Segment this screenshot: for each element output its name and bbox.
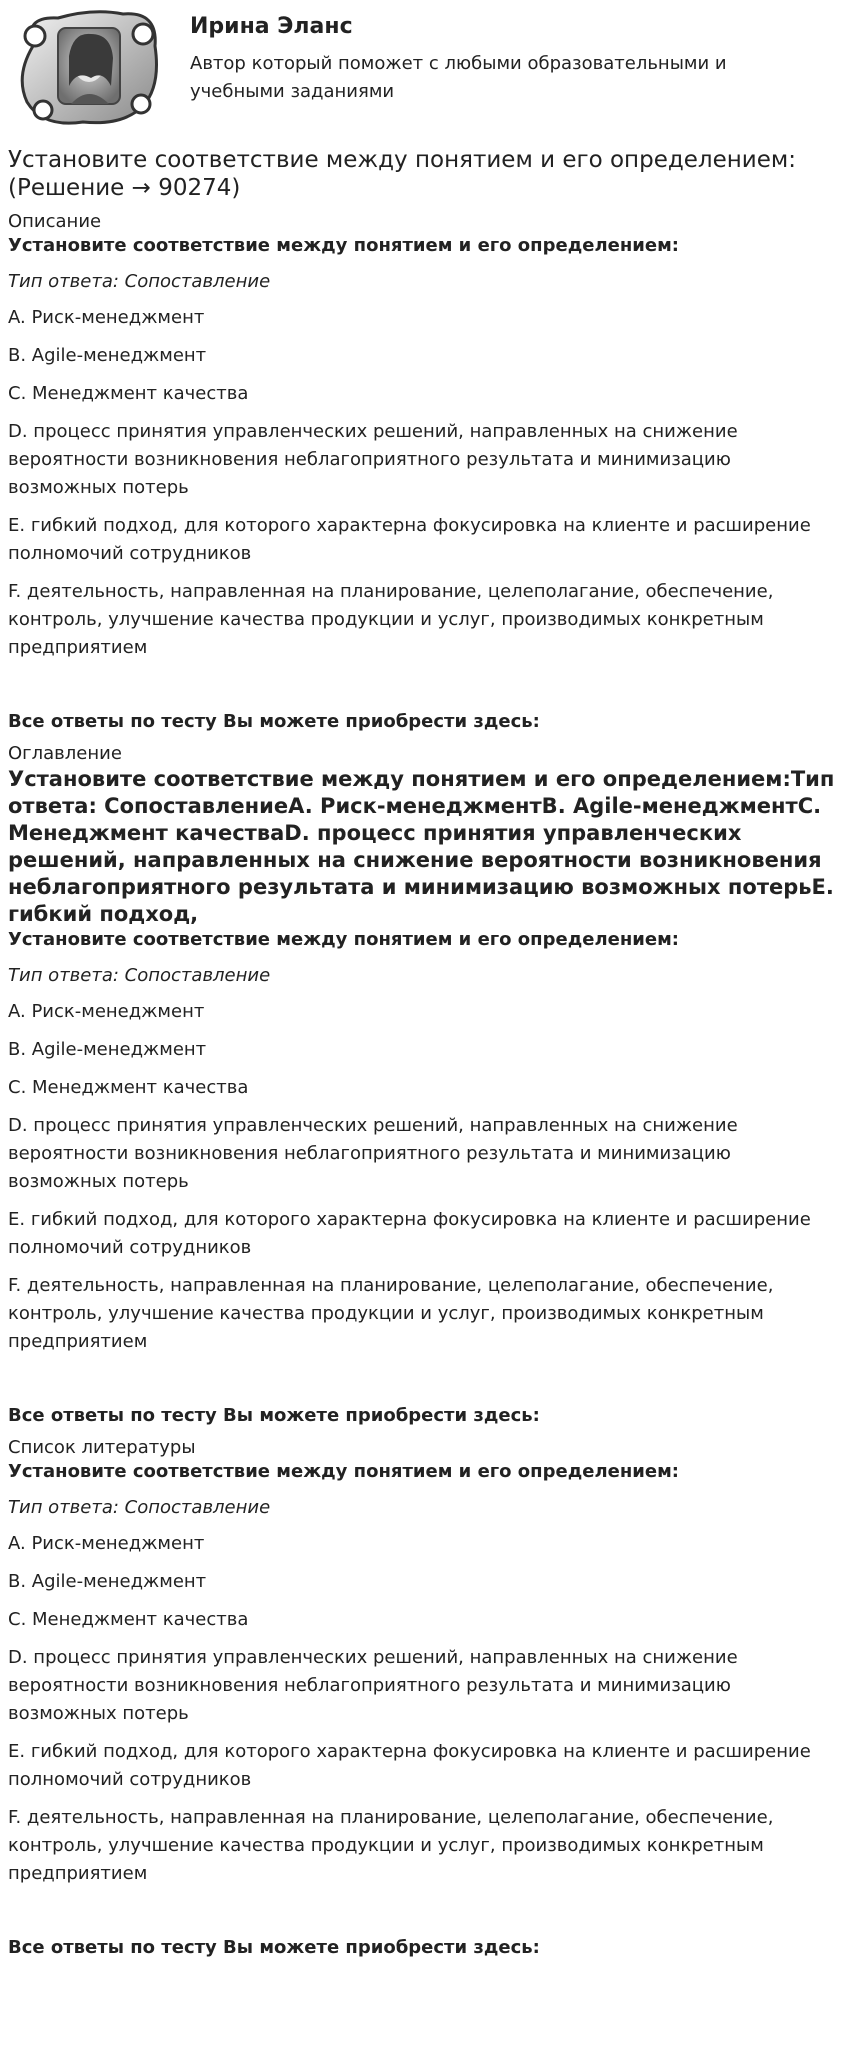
answer-type: Тип ответа: Сопоставление [8,271,271,292]
option-c: C. Менеджмент качества [8,1077,249,1098]
author-description: Автор который поможет с любыми образовательными и учебными заданиями [190,53,727,102]
buy-answers-text: Все ответы по тесту Вы можете приобрести здесь: [8,1405,540,1426]
question-heading: Установите соответствие между понятием и его определением: [8,235,680,256]
question-heading: Установите соответствие между понятием и его определением: [8,929,680,950]
option-f: F. деятельность, направленная на планирование, целеполагание, обеспечение, контроль, улучшение качества продукции и услуг, производимых конкретным предприятием [8,1275,774,1352]
answer-type: Тип ответа: Сопоставление [8,1497,271,1518]
option-d: D. процесс принятия управленческих решений, направленных на снижение вероятности возникновения неблагоприятного результата и минимизацию возможных потерь [8,1115,738,1192]
option-c: C. Менеджмент качества [8,383,249,404]
option-e: E. гибкий подход, для которого характерна фокусировка на клиенте и расширение полномочий сотрудников [8,1741,811,1790]
option-e: E. гибкий подход, для которого характерна фокусировка на клиенте и расширение полномочий сотрудников [8,1209,811,1258]
option-c: C. Менеджмент качества [8,1609,249,1630]
option-a: A. Риск-менеджмент [8,307,205,328]
toc-section [8,742,843,1428]
literature-label: Список литературы [8,1437,196,1458]
description-label: Описание [8,211,102,232]
option-d: D. процесс принятия управленческих решений, направленных на снижение вероятности возникновения неблагоприятного результата и минимизацию возможных потерь [8,1647,738,1724]
description-section [8,210,843,734]
toc-label: Оглавление [8,743,122,764]
option-d: D. процесс принятия управленческих решений, направленных на снижение вероятности возникновения неблагоприятного результата и минимизацию возможных потерь [8,421,738,498]
option-f: F. деятельность, направленная на планирование, целеполагание, обеспечение, контроль, улучшение качества продукции и услуг, производимых конкретным предприятием [8,1807,774,1884]
literature-section [8,1436,843,1960]
toc-text: Установите соответствие между понятием и его определением:Тип ответа: СопоставлениеA. Риск-менеджментB. Agile-менеджментC. Менеджмент качестваD. процесс принятия управленческих решений, направленных на снижение вероятности возникновения неблагоприятного результата и минимизацию возможных потерьE. гибкий подход, [8,767,835,926]
author-avatar [13,6,163,128]
option-a: A. Риск-менеджмент [8,1533,205,1554]
option-f: F. деятельность, направленная на планирование, целеполагание, обеспечение, контроль, улучшение качества продукции и услуг, производимых конкретным предприятием [8,581,774,658]
option-a: A. Риск-менеджмент [8,1001,205,1022]
author-name[interactable]: Ирина Эланс [190,14,353,39]
buy-answers-text: Все ответы по тесту Вы можете приобрести здесь: [8,711,540,732]
option-e: E. гибкий подход, для которого характерна фокусировка на клиенте и расширение полномочий сотрудников [8,515,811,564]
option-b: B. Agile-менеджмент [8,1571,207,1592]
author-header [8,0,843,132]
answer-type: Тип ответа: Сопоставление [8,965,271,986]
option-b: B. Agile-менеджмент [8,345,207,366]
buy-answers-text: Все ответы по тесту Вы можете приобрести здесь: [8,1937,540,1958]
question-heading: Установите соответствие между понятием и его определением: [8,1461,680,1482]
option-b: B. Agile-менеджмент [8,1039,207,1060]
page-title: Установите соответствие между понятием и его определением: (Решение → 90274) [8,147,796,201]
